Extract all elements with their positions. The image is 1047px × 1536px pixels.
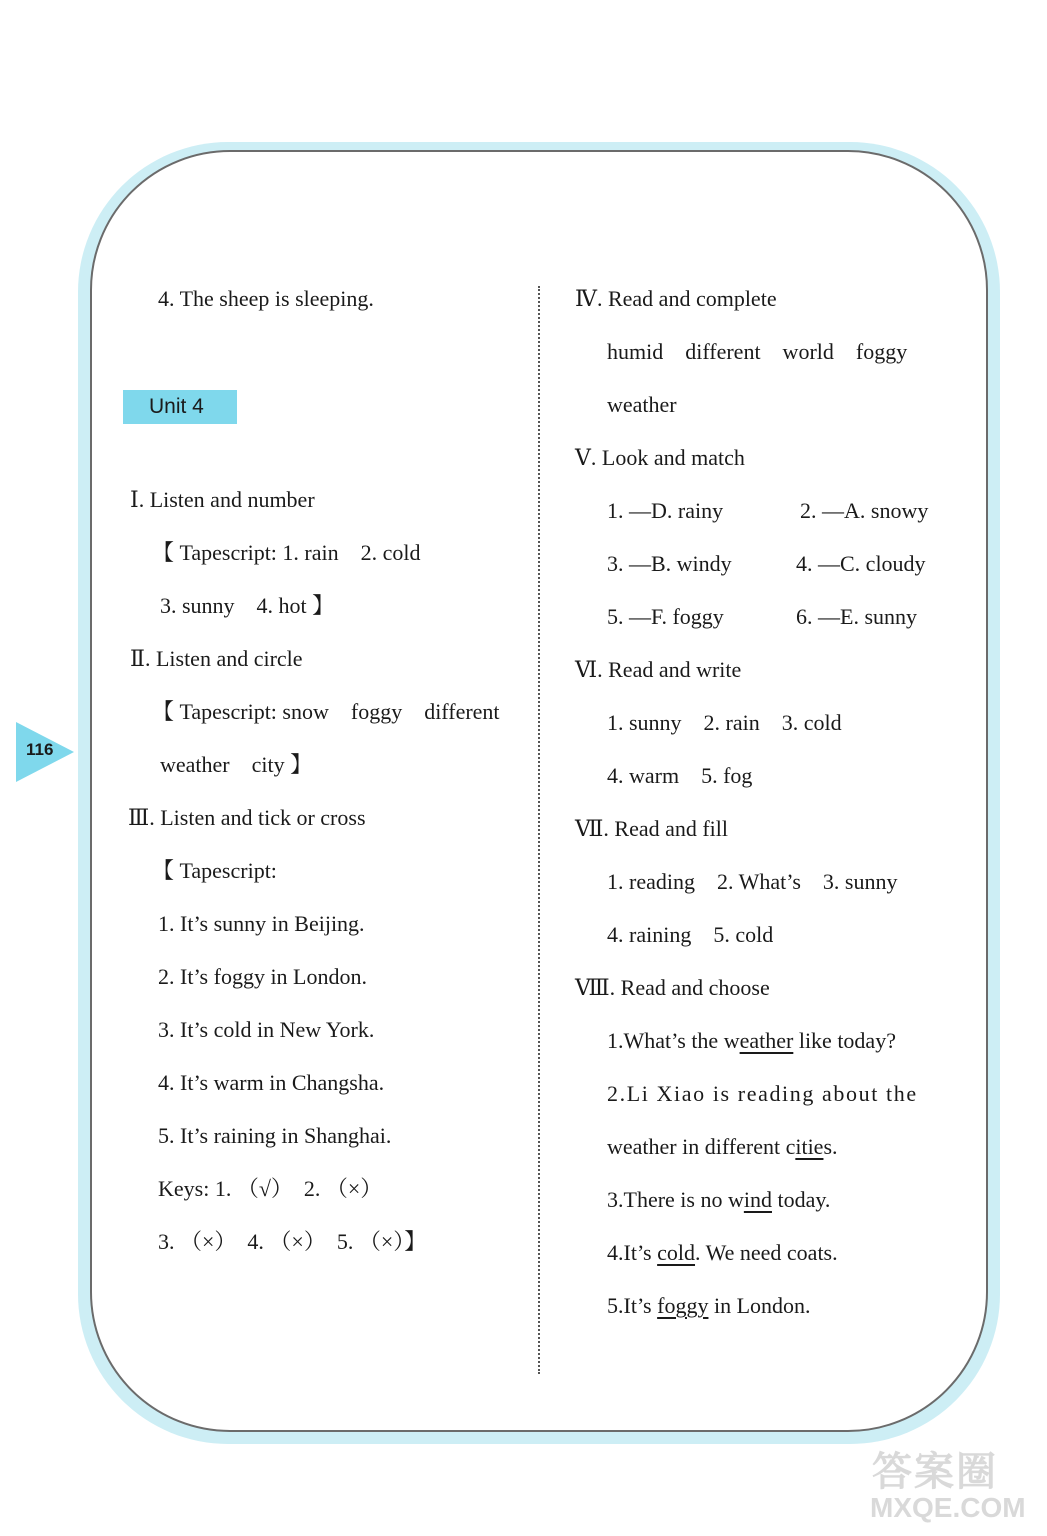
section-2-line-b: weather city 】 bbox=[160, 752, 313, 777]
watermark-logo bbox=[866, 1440, 1036, 1530]
section-7-line-b: 4. raining 5. cold bbox=[607, 922, 774, 947]
section-8-item-3 bbox=[607, 1187, 830, 1213]
watermark-line-1: 答案圈 bbox=[872, 1450, 998, 1494]
section-8-item-2-cont bbox=[607, 1134, 838, 1160]
section-7-title: Ⅶ. Read and fill bbox=[575, 816, 729, 841]
section-7-line-a: 1. reading 2. What’s 3. sunny bbox=[607, 869, 898, 894]
section-2-title: Ⅱ. Listen and circle bbox=[130, 646, 303, 671]
section-8-item-2-post: s. bbox=[823, 1134, 838, 1159]
section-8-item-1-post: like today? bbox=[793, 1028, 896, 1053]
section-5-item-5: 5. —F. foggy bbox=[607, 604, 724, 629]
section-5-item-6: 6. —E. sunny bbox=[796, 604, 917, 629]
section-8-item-4-underlined: cold bbox=[657, 1240, 696, 1265]
section-5-title: Ⅴ. Look and match bbox=[575, 445, 745, 470]
section-2-line-a: 【 Tapescript: snow foggy different bbox=[152, 699, 500, 724]
section-1-line-a: 【 Tapescript: 1. rain 2. cold bbox=[152, 540, 421, 565]
section-8-item-4-post: . We need coats. bbox=[695, 1240, 838, 1265]
section-8-item-2-underlined: itie bbox=[795, 1134, 824, 1159]
section-5-item-1: 1. —D. rainy bbox=[607, 498, 724, 523]
section-6-line-b: 4. warm 5. fog bbox=[607, 763, 753, 788]
section-1-line-b: 3. sunny 4. hot 】 bbox=[160, 593, 335, 618]
page-number: 116 bbox=[26, 740, 54, 759]
section-8-item-5-underlined: foggy bbox=[657, 1293, 709, 1318]
section-6-title: Ⅵ. Read and write bbox=[575, 657, 742, 682]
section-3-item-4: 4. It’s warm in Changsha. bbox=[158, 1070, 385, 1095]
section-3-keys-b: 3. （×） 4. （×） 5. （×）】 bbox=[158, 1229, 427, 1254]
section-8-item-5-pre: 5.It’s bbox=[607, 1293, 658, 1318]
section-8-item-1-pre: 1.What’s the w bbox=[607, 1028, 740, 1053]
column-divider bbox=[538, 286, 540, 1374]
section-8-item-1 bbox=[607, 1028, 896, 1054]
section-3-item-3: 3. It’s cold in New York. bbox=[158, 1017, 375, 1042]
section-8-item-4 bbox=[607, 1240, 838, 1266]
unit-label: Unit 4 bbox=[123, 390, 237, 424]
section-8-item-2: 2.Li Xiao is reading about the bbox=[607, 1081, 918, 1106]
section-4-line-a: humid different world foggy bbox=[607, 339, 908, 364]
section-3-item-1: 1. It’s sunny in Beijing. bbox=[158, 911, 365, 936]
section-3-title: Ⅲ. Listen and tick or cross bbox=[128, 805, 366, 830]
left-line-sheep: 4. The sheep is sleeping. bbox=[158, 286, 374, 311]
section-5-item-2: 2. —A. snowy bbox=[800, 498, 929, 523]
section-8-title: Ⅷ. Read and choose bbox=[575, 975, 770, 1000]
section-3-item-5: 5. It’s raining in Shanghai. bbox=[158, 1123, 392, 1148]
section-5-item-4: 4. —C. cloudy bbox=[796, 551, 926, 576]
section-4-title: Ⅳ. Read and complete bbox=[575, 286, 777, 311]
section-8-item-4-pre: 4.It’s bbox=[607, 1240, 658, 1265]
section-8-item-1-underlined: eather bbox=[739, 1028, 794, 1053]
section-8-item-5 bbox=[607, 1293, 811, 1319]
section-8-item-5-post: in London. bbox=[708, 1293, 811, 1318]
section-8-item-3-pre: 3.There is no w bbox=[607, 1187, 744, 1212]
section-3-item-2: 2. It’s foggy in London. bbox=[158, 964, 367, 989]
section-8-item-2-pre: weather in different c bbox=[607, 1134, 796, 1159]
section-8-item-3-underlined: ind bbox=[743, 1187, 772, 1212]
section-1-title: Ⅰ. Listen and number bbox=[130, 487, 315, 512]
section-8-item-3-post: today. bbox=[771, 1187, 831, 1212]
section-6-line-a: 1. sunny 2. rain 3. cold bbox=[607, 710, 842, 735]
watermark-line-2: MXQE.COM bbox=[870, 1492, 1026, 1523]
section-5-item-3: 3. —B. windy bbox=[607, 551, 732, 576]
section-4-line-b: weather bbox=[607, 392, 677, 417]
section-3-tapescript: 【 Tapescript: bbox=[152, 858, 277, 883]
section-3-keys-a: Keys: 1. （√） 2. （×） bbox=[158, 1176, 383, 1201]
